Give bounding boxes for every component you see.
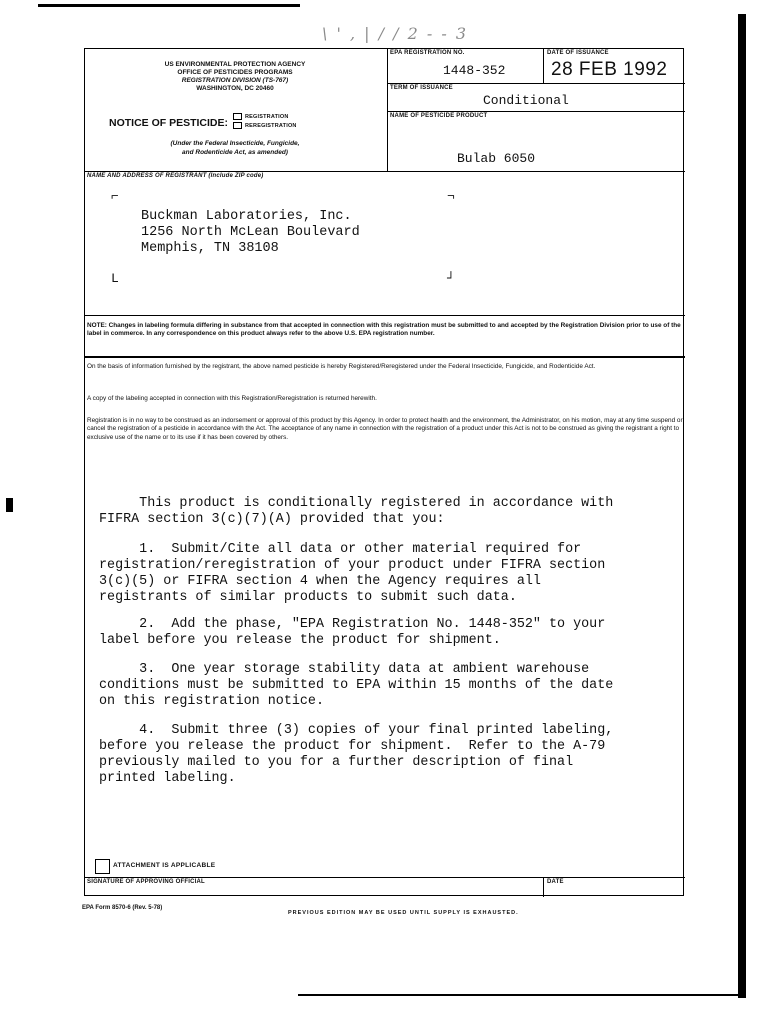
- address-corner-br: ┘: [447, 271, 455, 286]
- address-corner-bl: L: [111, 271, 119, 286]
- registrant-name: Buckman Laboratories, Inc.: [141, 209, 352, 224]
- notice-title: NOTICE OF PESTICIDE:: [109, 117, 229, 129]
- signature-label: SIGNATURE OF APPROVING OFFICIAL: [87, 879, 205, 885]
- scan-edge-right: [738, 14, 746, 998]
- condition-1: 1. Submit/Cite all data or other material required for registration/reregistration of your product under FIFRA section 3(c)(5) or FIFRA section 4 when the Agency requires all registrants of similar products to submit such data.: [99, 542, 606, 605]
- condition-4: 4. Submit three (3) copies of your final printed labeling, before you release the product for shipment. Refer to the A-79 previously mailed to you for a further description of final printed labeling.: [99, 723, 614, 786]
- labeling-copy-note: A copy of the labeling accepted in connection with this Registration/Reregistration is returned herewith.: [87, 395, 377, 402]
- product-name-label: NAME OF PESTICIDE PRODUCT: [390, 113, 488, 119]
- edition-note: PREVIOUS EDITION MAY BE USED UNTIL SUPPLY IS EXHAUSTED.: [288, 910, 519, 916]
- date-of-issuance-label: DATE OF ISSUANCE: [547, 50, 609, 56]
- divider-signature: [85, 877, 685, 878]
- divider-product: [387, 111, 685, 112]
- labeling-note: NOTE: Changes in labeling formula differing in substance from that accepted in connection with this registration must be submitted to and accepted by the Registration Division prior to use of the label in commerce. In any correspondence on this product always refer to the above U.S. EPA registration number.: [87, 322, 681, 338]
- conditions-intro: This product is conditionally registered in accordance with FIFRA section 3(c)(7)(A) provided that you:: [99, 496, 614, 527]
- product-name-value: Bulab 6050: [457, 151, 536, 166]
- reregistration-checkbox[interactable]: [233, 122, 242, 129]
- address-corner-tr: ¬: [447, 189, 455, 204]
- reg-no-value: 1448-352: [443, 63, 506, 78]
- attachment-checkbox[interactable]: [95, 859, 110, 874]
- handwritten-number: \ ' , | / / 2 - - 3: [322, 24, 468, 43]
- term-label: TERM OF ISSUANCE: [390, 85, 453, 91]
- agency-office: OFFICE OF PESTICIDES PROGRAMS: [177, 69, 293, 76]
- hole-punch-mark: [6, 498, 13, 512]
- scan-edge-bottom: [298, 994, 746, 996]
- condition-2: 2. Add the phase, "EPA Registration No. 1448-352" to your label before you release the product for shipment.: [99, 617, 606, 648]
- divider-term: [387, 83, 685, 84]
- divider-registrant: [85, 171, 685, 172]
- registration-notice-form: [84, 48, 684, 896]
- header-divider-v: [387, 49, 388, 171]
- term-value: Conditional: [483, 93, 569, 108]
- signature-date-divider: [543, 877, 544, 897]
- registrant-label: NAME AND ADDRESS OF REGISTRANT (Include ZIP code): [87, 173, 264, 179]
- registrant-address: [141, 209, 360, 257]
- divider-basis: [85, 356, 685, 358]
- scan-edge-top: [38, 4, 300, 7]
- attachment-label: ATTACHMENT IS APPLICABLE: [113, 862, 216, 869]
- signature-date-label: DATE: [547, 879, 564, 885]
- registrant-street: 1256 North McLean Boulevard: [141, 225, 360, 240]
- registrant-city: Memphis, TN 38108: [141, 241, 279, 256]
- disclaimer: Registration is in no way to be construed as an indorsement or approval of this product by this Agency. In order to protect health and the environment, the Administrator, on his motion, may at any time suspend or cancel the registration of a pesticide in accordance with the Act. The acceptance of any name in connection with the registration of a product under this Act is not to be construed as giving the registrant a right to exclusive use of the name or to its use if it has been covered by others.: [87, 417, 683, 441]
- form-id: EPA Form 8570-6 (Rev. 5-78): [82, 905, 163, 911]
- agency-division: REGISTRATION DIVISION (TS-767): [181, 77, 289, 84]
- date-divider-v: [543, 49, 544, 83]
- agency-name: US ENVIRONMENTAL PROTECTION AGENCY: [164, 61, 306, 68]
- act-reference-line2: and Rodenticide Act, as amended): [182, 149, 288, 156]
- date-stamp: 28 FEB 1992: [551, 59, 668, 80]
- agency-address: WASHINGTON, DC 20460: [196, 85, 274, 92]
- registration-basis: On the basis of information furnished by the registrant, the above named pesticide is hereby Registered/Reregistered under the Federal Insecticide, Fungicide, and Rodenticide Act.: [87, 363, 596, 370]
- condition-3: 3. One year storage stability data at ambient warehouse conditions must be submitted to EPA within 15 months of the date on this registration notice.: [99, 662, 614, 709]
- reg-no-label: EPA REGISTRATION NO.: [390, 50, 465, 56]
- divider-note: [85, 315, 685, 316]
- registration-option: REGISTRATION: [245, 114, 289, 120]
- address-corner-tl: ⌐: [111, 189, 119, 204]
- reregistration-option: REREGISTRATION: [245, 123, 297, 129]
- act-reference-line1: (Under the Federal Insecticide, Fungicide,: [170, 140, 300, 147]
- registration-checkbox[interactable]: [233, 113, 242, 120]
